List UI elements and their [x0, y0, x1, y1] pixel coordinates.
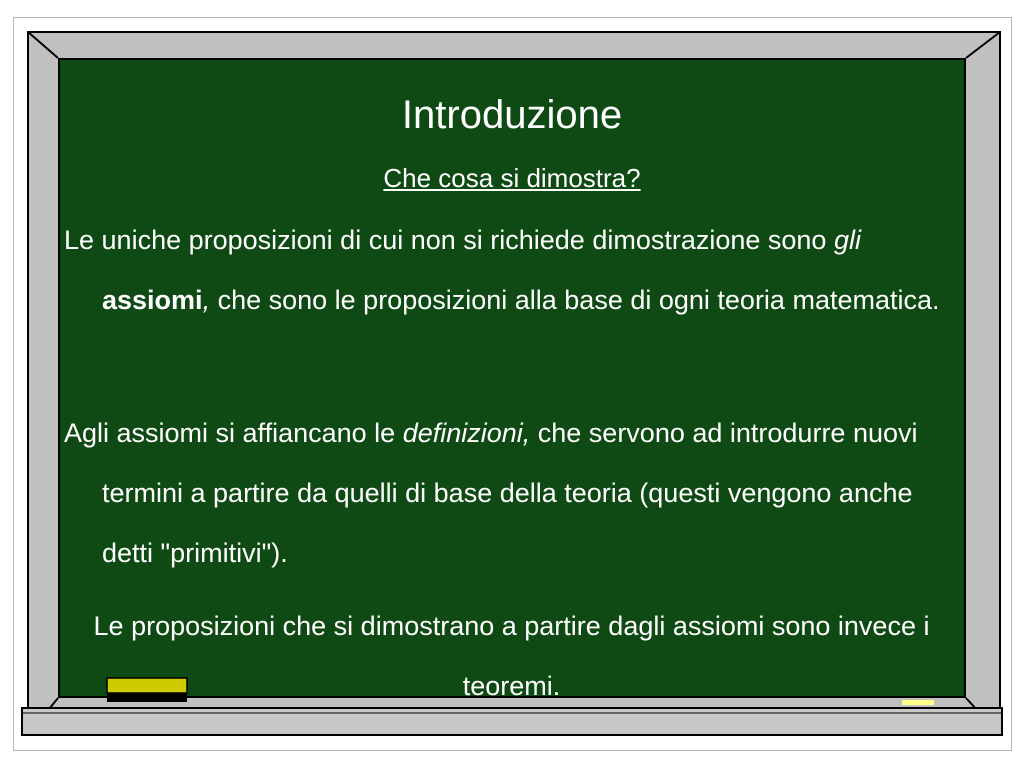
- slide-title: Introduzione: [401, 93, 623, 137]
- paragraph-axioms-bold: assiomi: [102, 285, 203, 315]
- subtitle-text: Che cosa si dimostra?: [383, 163, 641, 193]
- paragraph-axioms: [64, 210, 959, 330]
- paragraph-theorems: Le proposizioni che si dimostrano a partire dagli assiomi sono invece i teoremi.: [93, 611, 930, 701]
- paragraph-definitions-part1: Agli assiomi si affiancano le: [64, 418, 403, 448]
- paragraph-definitions-italic: definizioni,: [402, 418, 531, 448]
- paragraph-axioms-part1: Le uniche proposizioni di cui non si richiede dimostrazione sono: [64, 225, 834, 255]
- paragraph-axioms-comma: ,: [202, 285, 211, 315]
- paragraph-definitions-part2: che servono ad introdurre nuovi termini a partire da quelli di base della teoria (questi vengono anche detti "primitivi").: [102, 418, 918, 568]
- paragraph-definitions: [64, 403, 959, 583]
- slide-subtitle: [58, 160, 966, 196]
- paragraph-axioms-part2: che sono le proposizioni alla base di ogni teoria matematica.: [210, 285, 940, 315]
- chalk-icon: [902, 700, 934, 705]
- eraser-icon: [106, 676, 188, 704]
- paragraph-axioms-italic: gli: [833, 225, 861, 255]
